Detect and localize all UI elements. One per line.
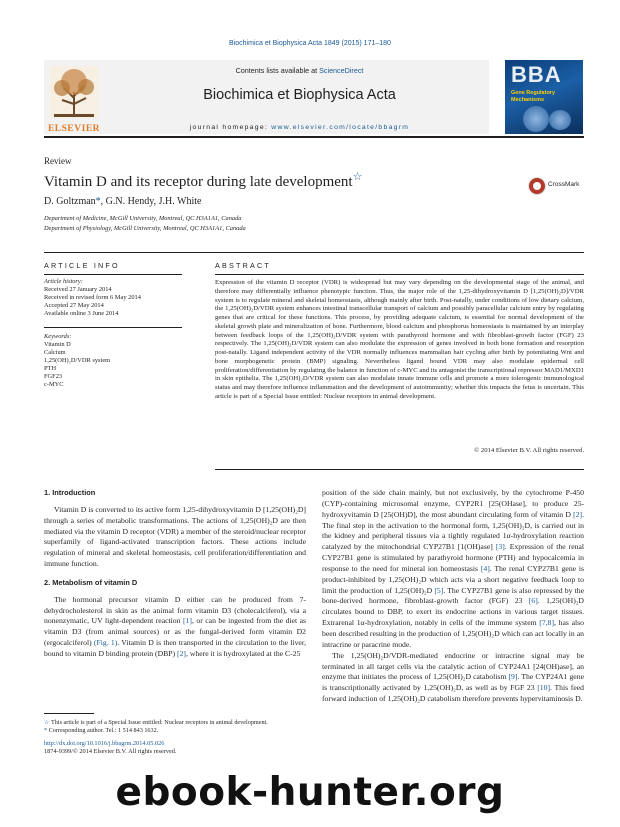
abstract-rule	[215, 274, 584, 275]
article-type: Review	[44, 156, 72, 166]
journal-reference[interactable]: Biochimica et Biophysica Acta 1849 (2015) 171–180	[229, 40, 391, 47]
elsevier-wordmark: ELSEVIER	[47, 124, 101, 134]
footnote-text: This article is part of a Special Issue entitled: Nuclear receptors in animal development.	[49, 719, 268, 726]
affiliation: Department of Medicine, McGill University, Montreal, QC H3A1A1, Canada	[44, 215, 242, 222]
keyword: Vitamin D	[44, 341, 71, 348]
paragraph-text: The hormonal precursor vitamin D either can be produced from 7-dehydrocholesterol in skin as the animal form vitamin D3 (cholecalciferol), via a nonenzymatic, UV light-dependent reaction	[44, 594, 306, 626]
author-name: D. Goltzman	[44, 196, 96, 207]
crossmark-button[interactable]	[528, 176, 584, 194]
citation-link[interactable]: [2]	[573, 509, 583, 519]
history-revised: Received in revised form 6 May 2014	[44, 294, 141, 301]
footnote-asterisk-mark: *	[44, 727, 48, 734]
footnote-rule	[44, 713, 94, 714]
body-left-column	[44, 488, 306, 660]
history-accepted: Accepted 27 May 2014	[44, 302, 104, 309]
paragraph-text: . The CYP27B1 gene is also repressed by the bone-derived hormone, fibroblast-growth factor (FGF) 23	[322, 585, 584, 606]
citation-link[interactable]: [7,8]	[539, 618, 555, 628]
contents-line	[110, 66, 489, 75]
citation-link[interactable]: [2]	[177, 648, 186, 658]
crossmark-icon	[528, 177, 546, 195]
journal-homepage	[110, 124, 489, 131]
article-info-rule	[44, 327, 182, 328]
keyword: 1,25(OH)₂D/VDR system	[44, 357, 111, 364]
sciencedirect-link[interactable]: ScienceDirect	[319, 66, 364, 75]
paragraph-text: . This feed forward induction of 1,25(OH)₂D catabolism therefore prevents hypervitaminosis D.	[322, 683, 584, 704]
cover-subtitle	[511, 90, 555, 103]
keywords	[44, 333, 110, 389]
keywords-label: Keywords:	[44, 333, 72, 340]
footnote-special-issue	[44, 719, 314, 727]
paragraph-text: . Expression of the renal CYP27B1 gene is stimulated by parathyroid hormone (PTH) and hypocalcemia in response to the need for mineral ion homeostasis	[322, 542, 584, 573]
metabolism-paragraph	[44, 595, 306, 660]
cover-image-shape	[549, 110, 571, 130]
paragraph-text: position of the side chain mainly, but not exclusively, by the cytochrome P-450 (CYP)-containing microsomal enzyme, CYP2R1 [25(OHase], to produce 25-hydroxyvitamin D [25(OH)D], the most abundant circulating form of vitamin D	[322, 488, 584, 519]
abstract-text: Expression of the vitamin D receptor (VDR) is widespread but may vary depending on the developmental stage of the animal, and therefore may differentially influence phenotypic function. Thus, the major role of the 1,25-dihydroxyvitamin D [1,25(OH)₂D]/VDR system is to regulate mineral and skeletal homeostasis, although mainly after birth. Post-natally, under conditions of low dietary calcium, the 1,25(OH)₂D/VDR system enhances intestinal transcellular transport of calcium and possibly paracellular calcium entry by regulating genes that are critical for these functions. This process, by providing adequate calcium, is essential for normal development of the skeletal growth plate and mineralization of bone. Furthermore, blood calcium and phosphorus homeostasis is maintained by an interplay between feedback loops of the 1,25(OH)₂D/VDR system with parathyroid hormone and with fibroblast-growth factor (FGF) 23 respectively. The 1,25(OH)₂D/VDR system can also modulate the expression of genes involved in both bone formation and resorption post-natally. Ligand independent activity of the VDR normally influences mammalian hair cycling after birth by potentiating Wnt and bone morphogenetic protein (BMP) signaling. Nevertheless ligand bound VDR may also modulate epidermal cell proliferation/differentiation by regulating the balance in function of c-MYC and its antagonist the transcriptional repressor MAD1/MXD1 in skin epithelia. The 1,25(OH)₂D/VDR system can also modulate innate immune cells and promote a more tolerogenic immunological status and may therefore influence inflammation and the development of autoimmunity; whether this impacts the fetus is uncertain. This article is part of a Special Issue entitled: Nuclear receptors in animal development.	[215, 279, 584, 400]
homepage-link[interactable]: www.elsevier.com/locate/bbagrm	[271, 124, 410, 131]
body-right-column	[322, 488, 584, 705]
author-list	[44, 196, 201, 207]
article-title	[44, 170, 362, 191]
footnote-corresponding	[44, 727, 314, 735]
keyword: c-MYC	[44, 381, 64, 388]
history-label: Article history:	[44, 278, 83, 285]
keyword: PTH	[44, 365, 57, 372]
watermark-text: ebook-hunter.org	[115, 770, 505, 815]
paragraph-text: , has also been described resulting in the production of 1,25(OH)₂D which can act locally in an intracrine or paracrine mode.	[322, 618, 584, 649]
article-info-heading: ARTICLE INFO	[44, 261, 120, 270]
footnotes	[44, 719, 314, 735]
article-history	[44, 278, 141, 318]
article-title-text: Vitamin D and its receptor during late development	[44, 174, 353, 190]
citation-link[interactable]: [6]	[528, 596, 538, 606]
catabolism-paragraph	[322, 651, 584, 705]
abstract-copyright: © 2014 Elsevier B.V. All rights reserved.	[474, 447, 584, 454]
section-heading-metabolism: 2. Metabolism of vitamin D	[44, 577, 138, 587]
paragraph-text: The 1,25(OH)₂D/VDR-mediated endocrine or intracrine signal may be terminated in all target cells via the catalytic action of CYP24A1 [24(OH)ase], an enzyme that initiates the process of 1,25(OH)₂D catabolism	[322, 650, 584, 682]
title-footnote-mark[interactable]: ☆	[352, 171, 363, 183]
paragraph-text: , where it is hydroxylated at the C-25	[186, 648, 301, 658]
doi-block	[44, 740, 177, 756]
issn-copyright: 1874-9399/© 2014 Elsevier B.V. All rights reserved.	[44, 748, 177, 755]
citation-link[interactable]: [4]	[480, 563, 490, 573]
homepage-prefix: journal homepage:	[189, 124, 272, 131]
section-heading-introduction: 1. Introduction	[44, 488, 96, 497]
paragraph-text: , or can be ingested from the diet as vitamin D3 (from animal sources) or as the fungal-derived form vitamin D2 (ergocalciferol)	[44, 616, 306, 648]
citation-link[interactable]: [10]	[537, 683, 551, 693]
history-received: Received 27 January 2014	[44, 286, 112, 293]
cover-image-shape	[523, 106, 549, 132]
paragraph-text: . The final step in the activation to the hormonal form, 1,25(OH)₂D, is carried out in the kidney and peripheral tissues via a tightly regulated 1α-hydroxylation reaction catalyzed by the mitochondrial CYP27B1 [1(OH)ase]	[322, 509, 584, 552]
abstract-rule	[215, 469, 584, 470]
crossmark-label: CrossMark	[548, 181, 580, 188]
affiliation: Department of Physiology, McGill University, Montreal, QC H3A1A1, Canada	[44, 225, 246, 232]
doi-link[interactable]: http://dx.doi.org/10.1016/j.bbagrm.2014.05.026	[44, 740, 165, 747]
paragraph-text: . 1,25(OH)₂D circulates bound to DBP, to exert its endocrine actions in various target tissues. Extrarenal 1α-hydroxylation, notably in cells of the immune system	[322, 596, 584, 628]
article-info-rule	[44, 274, 182, 275]
header-rule	[44, 136, 584, 138]
citation-link[interactable]: [9]	[508, 672, 518, 682]
section-separator	[44, 252, 584, 253]
journal-title: Biochimica et Biophysica Acta	[203, 87, 396, 103]
paragraph-text: . The CYP24A1 gene is transcriptionally activated by 1,25(OH)₂D, as well as by FGF 23	[322, 672, 584, 693]
corresponding-author-mark[interactable]: *	[95, 196, 101, 207]
footnote-star-mark: ☆	[44, 719, 50, 726]
journal-cover-thumbnail	[505, 60, 583, 134]
intro-paragraph: Vitamin D is converted to its active form 1,25-dihydroxyvitamin D [1,25(OH)₂D] through a series of metabolic transformations. The actions of 1,25(OH)₂D are then mediated via the vitamin D receptor (VDR) a member of the steroid/nuclear receptor superfamily of ligand-activated transcription factors. These actions include regulation of mineral and skeletal homeostasis, cell proliferation/differentiation and immune function.	[44, 504, 306, 569]
contents-prefix: Contents lists available at	[235, 66, 320, 75]
cover-subtitle-line-2: Mechanisms	[511, 96, 545, 103]
paragraph-text: . The renal CYP27B1 gene is product-inhibited by 1,25(OH)₂D which acts via a short negative feedback loop to limit the production of 1,25(OH)₂D	[322, 563, 584, 595]
citation-link[interactable]: [3]	[495, 542, 505, 552]
citation-link[interactable]: [1]	[182, 616, 192, 626]
cover-title: BBA	[511, 62, 562, 87]
citation-link[interactable]: [5]	[434, 585, 444, 595]
figure-link[interactable]: (Fig. 1)	[93, 638, 118, 648]
metabolism-continued-paragraph	[322, 488, 584, 651]
footnote-text: Corresponding author. Tel.: 1 514 843 1632.	[47, 727, 159, 734]
abstract-heading: ABSTRACT	[215, 261, 271, 270]
cover-subtitle-line-1: Gene Regulatory	[511, 90, 556, 96]
keyword: Calcium	[44, 349, 66, 356]
paragraph-text: . Vitamin D is then transported in the circulation to the liver, bound to vitamin D binding protein (DBP)	[44, 638, 307, 658]
keyword: FGF23	[44, 373, 63, 380]
history-online: Available online 3 June 2014	[44, 310, 119, 317]
author-names-rest: , G.N. Hendy, J.H. White	[100, 196, 202, 207]
